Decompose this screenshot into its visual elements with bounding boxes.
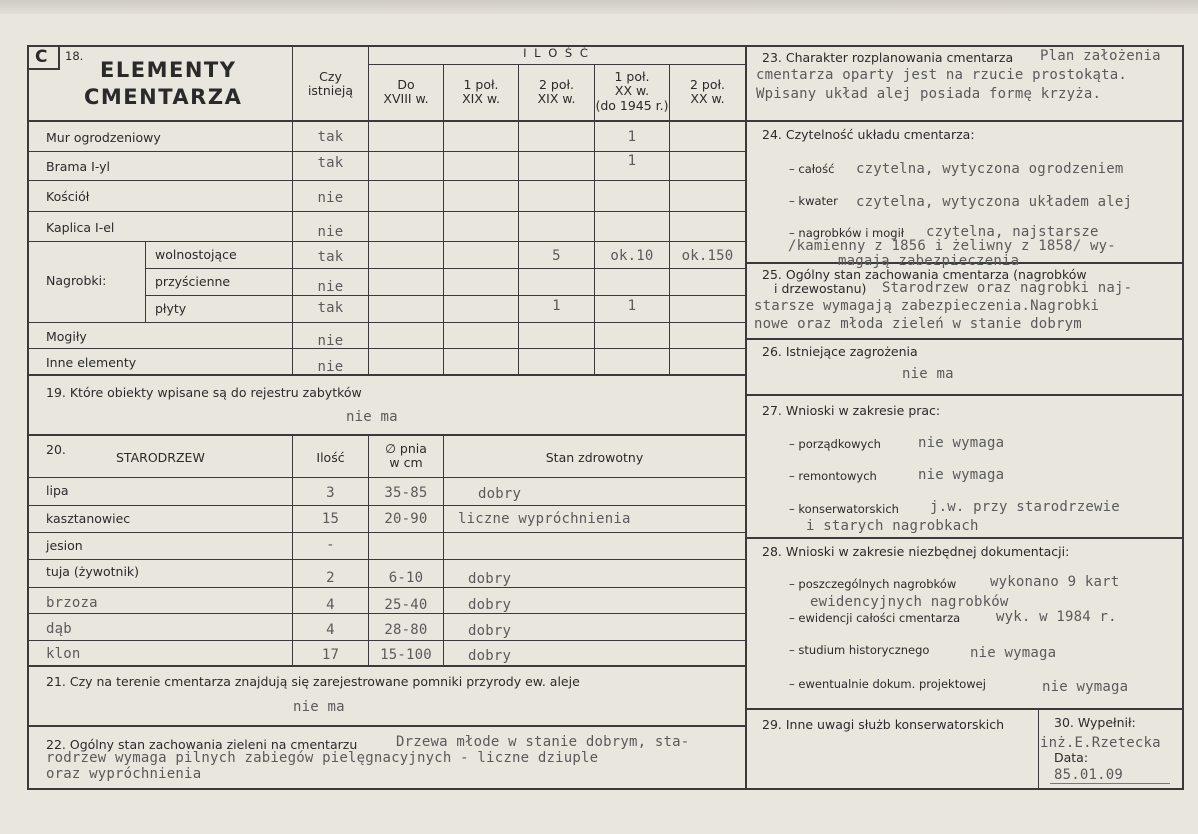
q25-answer-line1: Starodrzew oraz nagrobki naj-	[882, 280, 1133, 296]
q21-answer: nie ma	[293, 699, 345, 715]
exists-value: tak	[317, 155, 344, 171]
q27-item-answer: nie wymaga	[918, 467, 1005, 483]
tree-diam: 25-40	[384, 597, 428, 613]
section-18-title-line1: ELEMENTY	[100, 58, 237, 82]
q28-item-label: – poszczególnych nagrobków	[789, 577, 957, 591]
q28-item-label: – ewidencji całości cmentarza	[789, 611, 961, 625]
q26-answer: nie ma	[902, 366, 954, 382]
q23-answer-line2: cmentarza oparty jest na rzucie prostokąta.	[756, 67, 1128, 83]
q30-date-label: Data:	[1054, 750, 1089, 765]
q28-item-label: – ewentualnie dokum. projektowej	[789, 677, 986, 691]
q22-answer-line3: oraz wypróchnienia	[46, 766, 202, 782]
tree-name: tuja (żywotnik)	[46, 564, 140, 579]
col-qty-header: Ilość	[316, 450, 345, 465]
exists-value: tak	[317, 300, 344, 316]
tree-qty: 4	[326, 597, 335, 613]
q21-label: 21. Czy na terenie cmentarza znajdują się zarejestrowane pomniki przyrody ew. aleje	[46, 674, 580, 689]
exists-value: nie	[317, 224, 344, 240]
ilosc-header: I L O Ś Ć	[523, 46, 590, 60]
q24-extra-line1: /kamienny z 1856 i żeliwny z 1858/ wy-	[788, 238, 1116, 254]
q27-item-label: – remontowych	[789, 469, 877, 483]
q27-extra-line: i starych nagrobkach	[806, 518, 979, 534]
q27-item-label: – konserwatorskich	[789, 502, 899, 516]
tree-name: jesion	[46, 538, 83, 553]
q28-item-answer: wyk. w 1984 r.	[996, 609, 1117, 625]
tree-qty: 3	[326, 485, 335, 501]
q30-date: 85.01.09	[1054, 767, 1124, 783]
q25-answer-line2: starsze wymagają zabezpieczenia.Nagrobki	[754, 298, 1100, 314]
q25-answer-line3: nowe oraz młoda zieleń w stanie dobrym	[754, 316, 1082, 332]
q23-answer-line3: Wpisany układ alej posiada formę krzyża.	[756, 86, 1102, 102]
q28-extra-line: ewidencyjnych nagrobków	[810, 594, 1009, 610]
q28-item-answer: nie wymaga	[1042, 679, 1129, 695]
q24-item-label: – całość	[789, 162, 835, 176]
exists-value: nie	[317, 333, 344, 349]
tree-health: dobry	[468, 648, 512, 664]
tree-diam: 28-80	[384, 622, 428, 638]
q19-label: 19. Które obiekty wpisane są do rejestru zabytków	[46, 385, 362, 400]
q25-label-line1: 25. Ogólny stan zachowania cmentarza (nagrobków	[762, 267, 1087, 282]
qty-value: 5	[552, 248, 561, 264]
row-label: Mur ogrodzeniowy	[46, 130, 161, 145]
tree-name: lipa	[46, 483, 69, 498]
section-20-number: 20.	[46, 442, 66, 457]
tree-diam: 35-85	[384, 485, 428, 501]
q24-item-label: – nagrobków i mogił	[789, 226, 905, 240]
section-18-title-line2: CMENTARZA	[84, 85, 243, 109]
tree-name: klon	[46, 646, 81, 662]
period-header-5: 2 poł. XX w.	[689, 77, 726, 107]
q24-item-answer: czytelna, wytyczona ogrodzeniem	[856, 161, 1124, 177]
row-label: Kaplica I-el	[46, 220, 115, 235]
tree-health: dobry	[468, 597, 512, 613]
tree-qty: 2	[326, 570, 335, 586]
section-20-title: STARODRZEW	[116, 450, 205, 465]
q25-label-line2: i drzewostanu)	[774, 281, 867, 296]
tree-qty: 17	[321, 647, 340, 663]
q22-answer-line2: rodrzew wymaga pilnych zabiegów pielęgnacyjnych - liczne dziuple	[46, 750, 599, 766]
row-label: Brama I-yl	[46, 159, 111, 174]
tree-qty: -	[326, 537, 335, 553]
tree-health: liczne wypróchnienia	[458, 511, 631, 527]
col-exists-header: Czy istnieją	[307, 69, 354, 99]
q29-label: 29. Inne uwagi służb konserwatorskich	[762, 717, 1004, 732]
q30-label: 30. Wypełnił:	[1054, 715, 1136, 730]
q27-item-answer: nie wymaga	[918, 435, 1005, 451]
q23-label: 23. Charakter rozplanowania cmentarza	[762, 50, 1014, 65]
exists-value: nie	[317, 359, 344, 375]
qty-value: ok.150	[681, 248, 734, 264]
q27-label: 27. Wnioski w zakresie prac:	[762, 403, 941, 418]
tree-diam: 15-100	[380, 647, 432, 663]
q22-label: 22. Ogólny stan zachowania zieleni na cmentarzu	[46, 737, 358, 752]
period-header-1: Do XVIII w.	[383, 77, 429, 107]
q24-label: 24. Czytelność układu cmentarza:	[762, 127, 975, 142]
tree-name: kasztanowiec	[46, 511, 131, 526]
tree-name: dąb	[46, 621, 72, 637]
q24-item-answer: czytelna, wytyczona układem alej	[856, 194, 1133, 210]
q27-item-label: – porządkowych	[789, 437, 881, 451]
exists-value: nie	[317, 190, 344, 206]
q27-item-answer: j.w. przy starodrzewie	[930, 499, 1120, 515]
q28-label: 28. Wnioski w zakresie niezbędnej dokumentacji:	[762, 544, 1070, 559]
row-label: Nagrobki:	[46, 273, 107, 288]
q24-item-answer: czytelna, najstarsze	[926, 224, 1099, 240]
q22-answer-line1: Drzewa młode w stanie dobrym, sta-	[396, 734, 690, 750]
exists-value: nie	[317, 279, 344, 295]
q24-extra-line2: magają zabezpieczenia	[838, 253, 1020, 269]
period-header-3: 2 poł. XIX w.	[537, 77, 576, 107]
q23-answer-line1: Plan założenia	[1040, 48, 1161, 64]
q28-item-label: – studium historycznego	[789, 643, 930, 657]
exists-value: tak	[317, 249, 344, 265]
row-sublabel: wolnostojące	[155, 247, 237, 262]
qty-value: 1	[627, 298, 637, 314]
row-sublabel: płyty	[155, 301, 187, 316]
row-label: Inne elementy	[46, 355, 137, 370]
paper-edge	[0, 0, 1198, 14]
tree-health: dobry	[468, 623, 512, 639]
period-header-4: 1 poł. XX w. (do 1945 r.)	[595, 69, 669, 113]
col-health-header: Stan zdrowotny	[545, 450, 644, 465]
tree-qty: 15	[321, 511, 340, 527]
row-label: Kościół	[46, 189, 90, 204]
row-label: Mogiły	[46, 329, 87, 344]
col-diam-header: ∅ pnia w cm	[385, 441, 427, 471]
tree-health: dobry	[468, 571, 512, 587]
q24-item-label: – kwater	[789, 194, 838, 208]
row-sublabel: przyściennе	[155, 274, 231, 289]
qty-value: 1	[627, 129, 637, 145]
q30-name: inż.E.Rzetecka	[1040, 735, 1161, 751]
q19-answer: nie ma	[346, 409, 398, 425]
period-header-2: 1 poł. XIX w.	[462, 77, 500, 107]
q28-item-answer: wykonano 9 kart	[990, 574, 1120, 590]
tree-name: brzoza	[46, 595, 98, 611]
qty-value: 1	[627, 153, 637, 169]
tree-diam: 6-10	[388, 570, 424, 586]
section-18-number: 18.	[65, 49, 84, 63]
q26-label: 26. Istniejące zagrożenia	[762, 344, 918, 359]
tree-health: dobry	[478, 486, 522, 502]
exists-value: tak	[317, 129, 344, 145]
tree-diam: 20-90	[384, 511, 428, 527]
qty-value: ok.10	[610, 248, 654, 264]
qty-value: 1	[552, 298, 561, 314]
card-letter: C	[35, 47, 48, 67]
q28-item-answer: nie wymaga	[970, 645, 1057, 661]
tree-qty: 4	[326, 622, 335, 638]
